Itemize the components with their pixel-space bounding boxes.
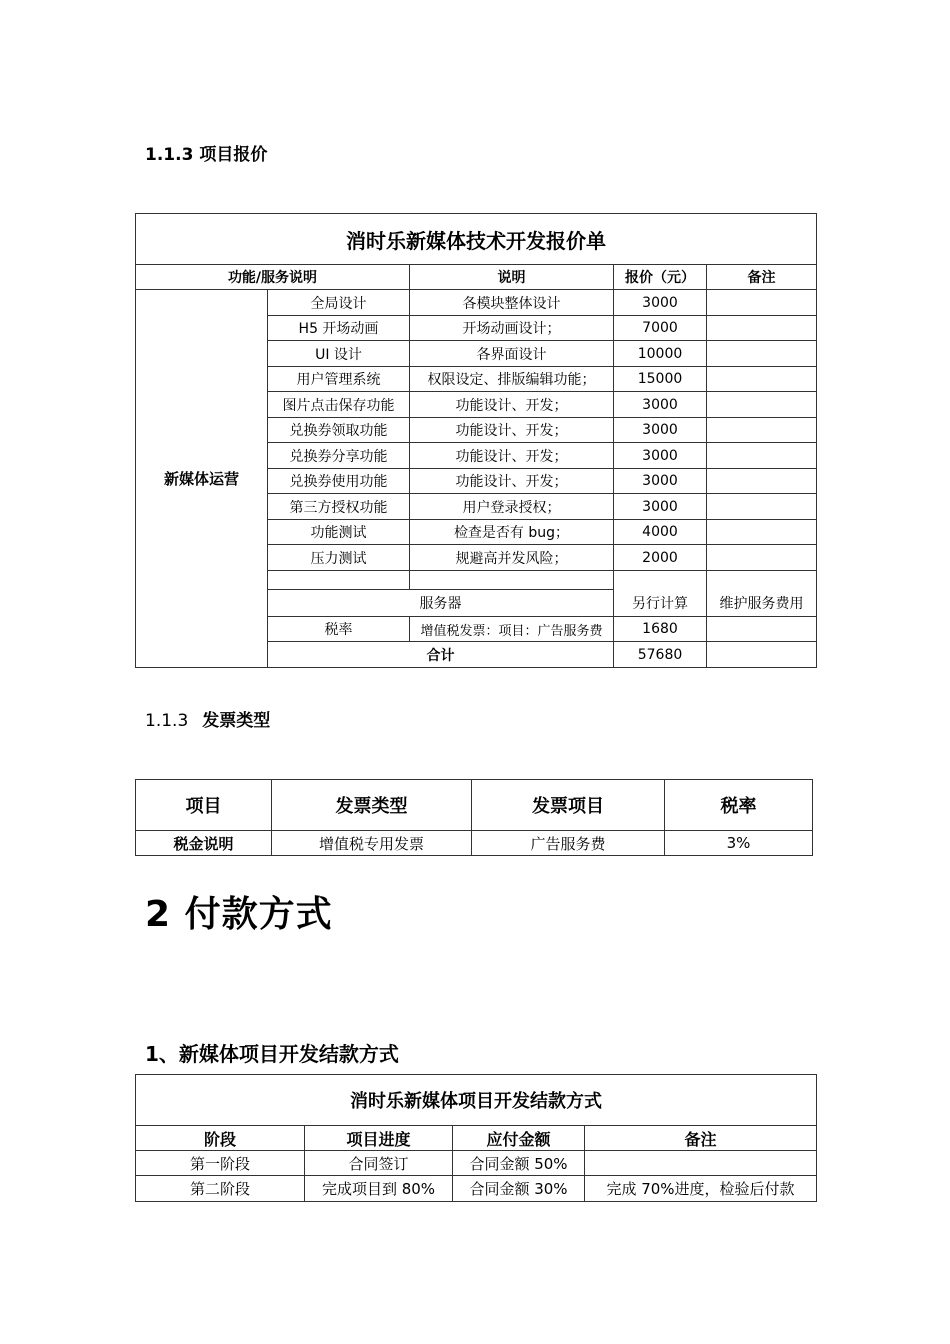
quote-desc: 规避高并发风险； bbox=[410, 545, 614, 571]
quote-desc: 各界面设计 bbox=[410, 341, 614, 367]
quote-server-label: 服务器 bbox=[268, 590, 614, 617]
payment-header-stage: 阶段 bbox=[136, 1126, 305, 1151]
quote-title: 消时乐新媒体技术开发报价单 bbox=[136, 214, 817, 265]
payment-header-amount: 应付金额 bbox=[453, 1126, 585, 1151]
quote-item: 图片点击保存功能 bbox=[268, 392, 410, 418]
payment-header-note: 备注 bbox=[585, 1126, 817, 1151]
quote-desc: 功能设计、开发； bbox=[410, 469, 614, 494]
quote-desc: 功能设计、开发； bbox=[410, 392, 614, 418]
quote-note bbox=[707, 443, 817, 469]
quote-price: 3000 bbox=[614, 290, 707, 316]
quote-price: 3000 bbox=[614, 392, 707, 418]
quote-price: 7000 bbox=[614, 316, 707, 341]
payment-progress: 完成项目到 80% bbox=[305, 1176, 453, 1202]
quote-tax-desc: 增值税发票：项目：广告服务费 bbox=[410, 617, 614, 642]
quote-price: 2000 bbox=[614, 545, 707, 571]
quote-header-desc: 说明 bbox=[410, 265, 614, 290]
quote-item: UI 设计 bbox=[268, 341, 410, 367]
quote-item: H5 开场动画 bbox=[268, 316, 410, 341]
quote-empty-cell bbox=[410, 571, 614, 590]
quote-item: 兑换券领取功能 bbox=[268, 418, 410, 443]
payment-amount: 合同金额 50% bbox=[453, 1151, 585, 1176]
quote-note bbox=[707, 545, 817, 571]
quote-category: 新媒体运营 bbox=[136, 290, 268, 668]
quote-item: 兑换券分享功能 bbox=[268, 443, 410, 469]
quote-note bbox=[707, 392, 817, 418]
payment-header-progress: 项目进度 bbox=[305, 1126, 453, 1151]
section-heading-payment: 1、新媒体项目开发结款方式 bbox=[145, 1042, 399, 1066]
quote-empty-cell bbox=[614, 571, 707, 590]
quote-price: 4000 bbox=[614, 520, 707, 545]
section-heading-quote: 1.1.3 项目报价 bbox=[145, 145, 268, 165]
quote-item: 压力测试 bbox=[268, 545, 410, 571]
invoice-row-label: 税金说明 bbox=[136, 831, 272, 856]
quote-empty-cell bbox=[268, 571, 410, 590]
payment-table bbox=[135, 1074, 817, 1202]
quote-note bbox=[707, 316, 817, 341]
chapter-title: 2 付款方式 bbox=[145, 894, 333, 935]
quote-item: 功能测试 bbox=[268, 520, 410, 545]
section-title: 发票类型 bbox=[202, 711, 271, 731]
payment-stage: 第一阶段 bbox=[136, 1151, 305, 1176]
quote-desc: 功能设计、开发； bbox=[410, 418, 614, 443]
invoice-header-type: 发票类型 bbox=[272, 780, 472, 831]
quote-desc: 开场动画设计； bbox=[410, 316, 614, 341]
payment-note: 完成 70%进度，检验后付款 bbox=[585, 1176, 817, 1202]
quote-note bbox=[707, 367, 817, 392]
quote-price: 3000 bbox=[614, 443, 707, 469]
quote-tax-price: 1680 bbox=[614, 617, 707, 642]
quote-item: 全局设计 bbox=[268, 290, 410, 316]
quote-header-price: 报价（元） bbox=[614, 265, 707, 290]
quote-note bbox=[707, 341, 817, 367]
quote-header-note: 备注 bbox=[707, 265, 817, 290]
section-number: 1.1.3 bbox=[145, 711, 189, 731]
invoice-rate: 3% bbox=[665, 831, 813, 856]
quote-note bbox=[707, 290, 817, 316]
quote-desc: 各模块整体设计 bbox=[410, 290, 614, 316]
invoice-header-item: 项目 bbox=[136, 780, 272, 831]
quote-table bbox=[135, 213, 817, 668]
quote-total-price: 57680 bbox=[614, 642, 707, 668]
quote-price: 15000 bbox=[614, 367, 707, 392]
invoice-table bbox=[135, 779, 813, 856]
quote-item: 第三方授权功能 bbox=[268, 494, 410, 520]
quote-price: 3000 bbox=[614, 494, 707, 520]
quote-total-label: 合计 bbox=[268, 642, 614, 668]
invoice-header-project: 发票项目 bbox=[472, 780, 665, 831]
quote-tax-note bbox=[707, 617, 817, 642]
payment-note bbox=[585, 1151, 817, 1176]
quote-price: 3000 bbox=[614, 469, 707, 494]
quote-header-function: 功能/服务说明 bbox=[136, 265, 410, 290]
quote-server-price: 另行计算 bbox=[614, 590, 707, 617]
quote-desc: 权限设定、排版编辑功能； bbox=[410, 367, 614, 392]
payment-progress: 合同签订 bbox=[305, 1151, 453, 1176]
quote-desc: 功能设计、开发； bbox=[410, 443, 614, 469]
payment-title: 消时乐新媒体项目开发结款方式 bbox=[136, 1075, 817, 1126]
quote-note bbox=[707, 520, 817, 545]
quote-price: 3000 bbox=[614, 418, 707, 443]
quote-price: 10000 bbox=[614, 341, 707, 367]
quote-item: 兑换券使用功能 bbox=[268, 469, 410, 494]
quote-item: 用户管理系统 bbox=[268, 367, 410, 392]
section-heading-invoice bbox=[145, 706, 270, 731]
quote-note bbox=[707, 494, 817, 520]
quote-note bbox=[707, 469, 817, 494]
quote-empty-cell bbox=[707, 571, 817, 590]
quote-note bbox=[707, 418, 817, 443]
quote-tax-label: 税率 bbox=[268, 617, 410, 642]
quote-desc: 用户登录授权； bbox=[410, 494, 614, 520]
quote-server-note: 维护服务费用 bbox=[707, 590, 817, 617]
invoice-type: 增值税专用发票 bbox=[272, 831, 472, 856]
quote-total-note bbox=[707, 642, 817, 668]
quote-desc: 检查是否有 bug； bbox=[410, 520, 614, 545]
payment-amount: 合同金额 30% bbox=[453, 1176, 585, 1202]
invoice-project: 广告服务费 bbox=[472, 831, 665, 856]
invoice-header-rate: 税率 bbox=[665, 780, 813, 831]
payment-stage: 第二阶段 bbox=[136, 1176, 305, 1202]
